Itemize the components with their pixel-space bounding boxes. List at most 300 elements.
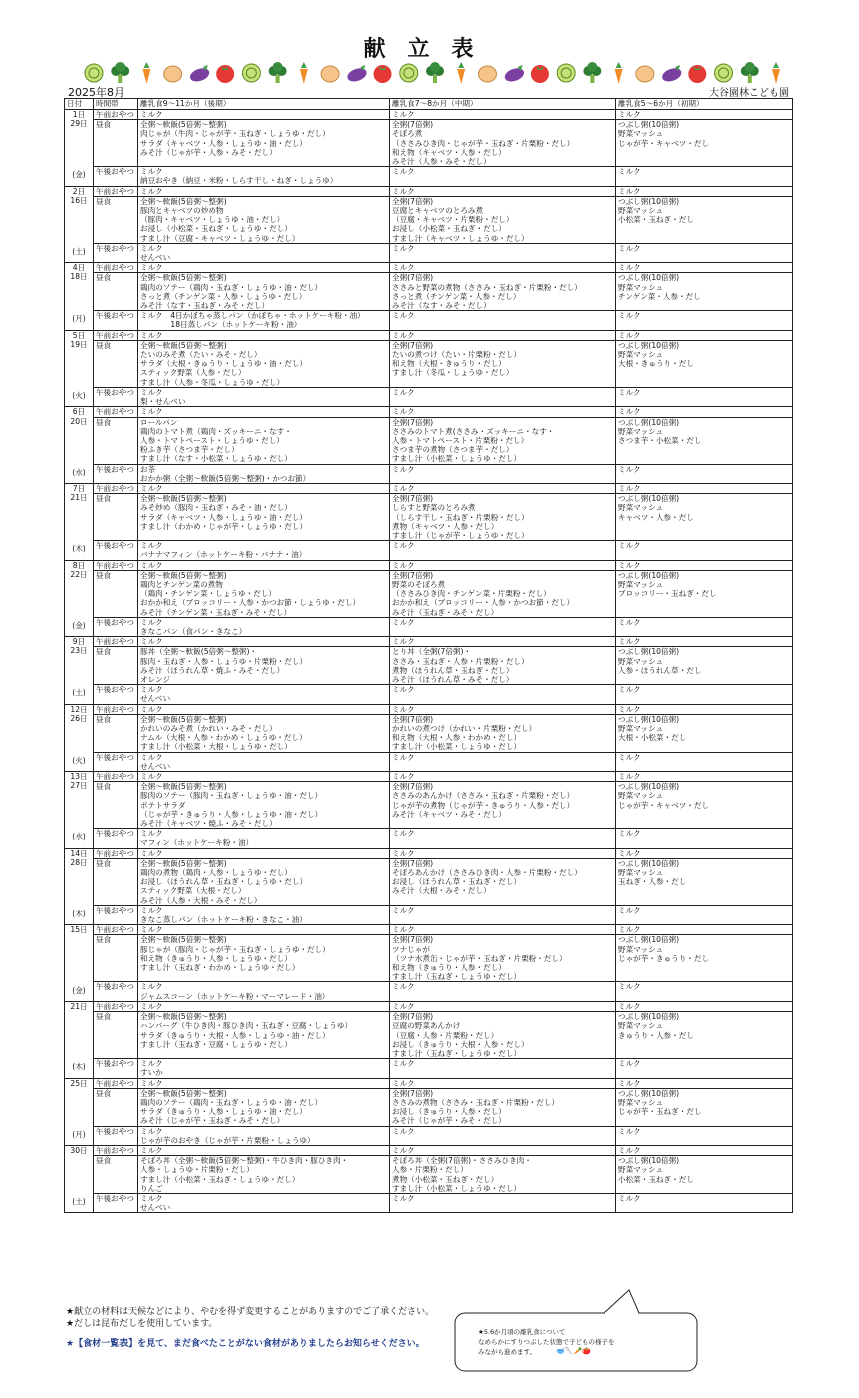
carrot-icon — [457, 62, 465, 84]
table-row — [65, 685, 793, 704]
slot-cell: 午前おやつ — [94, 110, 138, 120]
date-cell — [65, 925, 94, 1002]
late-stage-cell: 全粥～軟飯(5倍粥～整粥) 鶏肉のソテー（鶏肉・玉ねぎ・しょうゆ・油・だし） サラダ（きゅうり・人参・しょうゆ・油・だし） みそ汁（じゃが芋・玉ねぎ・みそ・だし） — [138, 1088, 390, 1126]
spoon-icon: 🥄 — [564, 1347, 574, 1355]
early-stage-cell: つぶし粥(10倍粥) 野菜マッシュ ブロッコリー・玉ねぎ・だし — [616, 570, 793, 617]
middle-stage-cell: 全粥(7倍粥) そぼろ煮 （ささみひき肉・じゃが芋・玉ねぎ・片栗粉・だし） 和え物（キャベツ・人参・だし） みそ汁（人参・みそ・だし） — [390, 120, 616, 167]
late-stage-cell: 豚丼（全粥～軟飯(5倍粥～整粥)・ 豚肉・玉ねぎ・人参・しょうゆ・片栗粉・だし） みそ汁（ほうれん草・焼ふ・みそ・だし） オレンジ — [138, 647, 390, 685]
table-row — [65, 570, 793, 617]
early-stage-cell: ミルク — [616, 848, 793, 858]
middle-stage-cell: 全粥(7倍粥) ささみと野菜の煮物（ささみ・玉ねぎ・片栗粉・だし） さっと煮（チンゲン菜・人参・だし） みそ汁（なす・みそ・だし） — [390, 273, 616, 311]
slot-cell: 午前おやつ — [94, 637, 138, 647]
food-list-note: ★【食材一覧表】を見て、まだ食べたことがない食材がありましたらお知らせください。 — [66, 1339, 425, 1349]
notes — [66, 1306, 434, 1330]
table-row — [65, 1126, 793, 1145]
middle-stage-cell: 全粥(7倍粥) 野菜のそぼろ煮 （ささみひき肉・チンゲン菜・片栗粉・だし） おかか和え（ブロッコリー・人参・かつお節・だし） みそ汁（玉ねぎ・みそ・だし） — [390, 570, 616, 617]
table-row — [65, 311, 793, 330]
slot-cell: 午前おやつ — [94, 407, 138, 417]
date-numbers: 8日 22日 — [70, 560, 88, 579]
middle-stage-cell: ミルク — [390, 1059, 616, 1078]
early-stage-cell: ミルク — [616, 167, 793, 186]
middle-stage-cell: ミルク — [390, 1193, 616, 1212]
early-stage-cell: ミルク — [616, 243, 793, 262]
table-row — [65, 263, 793, 273]
late-stage-cell: 全粥～軟飯(5倍粥～整粥) たいのみそ煮（たい・みそ・だし） サラダ（大根・きゅうり・しょうゆ・油・だし） スティック野菜（人参・だし） すまし汁（人参・冬瓜・しょうゆ・だし） — [138, 340, 390, 387]
late-stage-cell: ミルク — [138, 186, 390, 196]
date-cell — [65, 1001, 94, 1078]
late-stage-cell: 全粥～軟飯(5倍粥～整粥) みそ炒め（豚肉・玉ねぎ・みそ・油・だし） サラダ（キャベツ・人参・しょうゆ・油・だし） すまし汁（わかめ・じゃが芋・しょうゆ・だし） — [138, 494, 390, 541]
table-row — [65, 925, 793, 935]
early-stage-cell: つぶし粥(10倍粥) 野菜マッシュ じゃが芋・きゅうり・だし — [616, 935, 793, 982]
date-numbers: 13日 27日 — [70, 772, 88, 791]
middle-stage-cell: 全粥(7倍粥) たいの煮つけ（たい・片栗粉・だし） 和え物（大根・きゅうり・だし） すまし汁（冬瓜・しょうゆ・だし） — [390, 340, 616, 387]
weekday-label: (木) — [72, 1062, 86, 1072]
table-row — [65, 1193, 793, 1212]
middle-stage-cell: とり丼（全粥(7倍粥)・ ささみ・玉ねぎ・人参・片栗粉・だし） 煮物（ほうれん草・玉ねぎ・だし） みそ汁（ほうれん草・みそ・だし） — [390, 647, 616, 685]
late-stage-cell: ミルク — [138, 483, 390, 493]
table-row — [65, 1078, 793, 1088]
early-stage-cell: つぶし粥(10倍粥) 野菜マッシュ 大根・小松菜・だし — [616, 714, 793, 752]
vegetable-icon: 🥕 — [573, 1347, 583, 1355]
date-numbers: 4日 18日 — [70, 263, 88, 282]
middle-stage-cell: 全粥(7倍粥) 豆腐とキャベツのとろみ煮 （豆腐・キャベツ・片栗粉・だし） お浸し（小松菜・玉ねぎ・だし） すまし汁（キャベツ・しょうゆ・だし） — [390, 196, 616, 243]
date-numbers: 15日 — [70, 925, 88, 935]
slot-cell: 午前おやつ — [94, 330, 138, 340]
middle-stage-cell: ミルク — [390, 982, 616, 1001]
early-stage-cell: つぶし粥(10倍粥) 野菜マッシュ 人参・ほうれん草・だし — [616, 647, 793, 685]
weekday-label: (火) — [72, 755, 86, 765]
middle-stage-cell: ミルク — [390, 752, 616, 771]
late-stage-cell: ロールパン 鶏肉のトマト煮（鶏肉・ズッキーニ・なす・ 人参・トマトペースト・しょうゆ・だし） 粉ふき芋（さつま芋・だし） すまし汁（なす・小松菜・しょうゆ・だし） — [138, 417, 390, 464]
slot-cell: 午前おやつ — [94, 848, 138, 858]
table-row — [65, 1001, 793, 1011]
late-stage-cell: ミルク きなこパン（食パン・きなこ） — [138, 617, 390, 636]
table-row — [65, 704, 793, 714]
date-cell — [65, 110, 94, 187]
header-middle-stage: 離乳食7～8か月（中期） — [390, 99, 616, 110]
early-stage-cell: ミルク — [616, 407, 793, 417]
table-row — [65, 647, 793, 685]
slot-cell: 昼食 — [94, 1012, 138, 1059]
middle-stage-cell: ミルク — [390, 483, 616, 493]
date-cell — [65, 1078, 94, 1145]
early-stage-cell: ミルク — [616, 685, 793, 704]
middle-stage-cell: 全粥(7倍粥) しらすと野菜のとろみ煮 （しらす干し・玉ねぎ・片栗粉・だし） 煮物（キャベツ・人参・だし） すまし汁（じゃが芋・しょうゆ・だし） — [390, 494, 616, 541]
late-stage-cell: ミルク 4日かぼちゃ蒸しパン（かぼちゃ・ホットケーキ粉・油） 18日蒸しパン（ホットケーキ粉・油） — [138, 311, 390, 330]
table-row — [65, 714, 793, 752]
late-stage-cell: お茶 おかか粥（全粥～軟飯(5倍粥～整粥)・かつお節） — [138, 464, 390, 483]
table-row — [65, 541, 793, 560]
slot-cell: 午後おやつ — [94, 905, 138, 924]
weekday-label: (土) — [72, 247, 86, 257]
late-stage-cell: ミルク — [138, 925, 390, 935]
table-header-row — [65, 99, 793, 110]
slot-cell: 午前おやつ — [94, 186, 138, 196]
early-stage-cell: ミルク — [616, 925, 793, 935]
carrot-icon — [142, 62, 150, 84]
slot-cell: 午前おやつ — [94, 704, 138, 714]
weekday-label: (水) — [72, 832, 86, 842]
middle-stage-cell: ミルク — [390, 772, 616, 782]
date-numbers: 14日 28日 — [70, 848, 88, 867]
vegetable-border — [80, 60, 790, 86]
late-stage-cell: ミルク じゃが芋のおやき（じゃが芋・片栗粉・しょうゆ） — [138, 1126, 390, 1145]
header-early-stage: 離乳食5～6か月（初期） — [616, 99, 793, 110]
late-stage-cell: ミルク — [138, 772, 390, 782]
tomato-icon — [374, 65, 392, 83]
early-stage-cell: つぶし粥(10倍粥) 野菜マッシュ キャベツ・人参・だし — [616, 494, 793, 541]
cabbage-icon — [85, 64, 103, 82]
slot-cell: 午後おやつ — [94, 464, 138, 483]
middle-stage-cell: ミルク — [390, 541, 616, 560]
late-stage-cell: 全粥～軟飯(5倍粥～整粥) 鶏肉のソテー（鶏肉・玉ねぎ・しょうゆ・油・だし） さっと煮（チンゲン菜・人参・しょうゆ・だし） みそ汁（なす・玉ねぎ・みそ・だし） — [138, 273, 390, 311]
slot-cell: 昼食 — [94, 935, 138, 982]
cabbage-icon — [715, 64, 733, 82]
early-stage-cell: ミルク — [616, 330, 793, 340]
middle-stage-cell: ミルク — [390, 167, 616, 186]
header-slot: 時間帯 — [94, 99, 138, 110]
late-stage-cell: 全粥～軟飯(5倍粥～整粥) 鶏肉とチンゲン菜の煮物 （鶏肉・チンゲン菜・しょうゆ・だし） おかか和え（ブロッコリー・人参・かつお節・しょうゆ・だし） みそ汁（チンゲン菜・玉ねぎ・みそ・だし） — [138, 570, 390, 617]
slot-cell: 午後おやつ — [94, 311, 138, 330]
tomato-icon — [688, 65, 706, 83]
date-numbers: 25日 — [70, 1078, 88, 1088]
late-stage-cell: ミルク 梨・せんべい — [138, 387, 390, 406]
header-date: 日付 — [65, 99, 94, 110]
late-stage-cell: ミルク — [138, 407, 390, 417]
date-numbers: 7日 21日 — [70, 483, 88, 503]
late-stage-cell: ミルク ジャムスコーン（ホットケーキ粉・マーマレード・油） — [138, 982, 390, 1001]
date-numbers: 2日 16日 — [70, 186, 88, 205]
slot-cell: 昼食 — [94, 120, 138, 167]
menu-body — [65, 110, 793, 1213]
bubble-line: なめらかにすりつぶした状態で子どもの様子を — [478, 1338, 615, 1346]
middle-stage-cell: ミルク — [390, 407, 616, 417]
date-cell — [65, 704, 94, 771]
slot-cell: 昼食 — [94, 494, 138, 541]
page-title: 献立表 — [363, 37, 496, 62]
carrot-icon — [615, 62, 623, 84]
date-cell — [65, 263, 94, 330]
early-stage-cell: ミルク — [616, 772, 793, 782]
middle-stage-cell: ミルク — [390, 1126, 616, 1145]
carrot-icon — [772, 62, 780, 84]
late-stage-cell: ミルク — [138, 263, 390, 273]
broccoli-icon — [426, 62, 444, 83]
early-stage-cell: ミルク — [616, 1059, 793, 1078]
header-late-stage: 離乳食9～11か月（後期） — [138, 99, 390, 110]
table-row — [65, 637, 793, 647]
early-stage-cell: ミルク — [616, 186, 793, 196]
late-stage-cell: ミルク 納豆おやき（納豆・米粉・しらす干し・ねぎ・しょうゆ） — [138, 167, 390, 186]
slot-cell: 昼食 — [94, 714, 138, 752]
table-row — [65, 1059, 793, 1078]
date-numbers: 21日 — [70, 1001, 88, 1011]
cabbage-icon — [242, 64, 260, 82]
date-cell — [65, 330, 94, 407]
eggplant-icon — [188, 65, 211, 84]
date-cell — [65, 407, 94, 484]
early-stage-cell: つぶし粥(10倍粥) 野菜マッシュ じゃが芋・キャベツ・だし — [616, 782, 793, 829]
late-stage-cell: ミルク バナナマフィン（ホットケーキ粉・バナナ・油） — [138, 541, 390, 560]
table-row — [65, 858, 793, 905]
slot-cell: 午前おやつ — [94, 560, 138, 570]
middle-stage-cell: ミルク — [390, 1001, 616, 1011]
late-stage-cell: ミルク — [138, 560, 390, 570]
late-stage-cell: ミルク — [138, 1078, 390, 1088]
table-row — [65, 196, 793, 243]
middle-stage-cell: ミルク — [390, 685, 616, 704]
broccoli-icon — [111, 62, 129, 83]
date-cell — [65, 560, 94, 637]
early-stage-cell: ミルク — [616, 1001, 793, 1011]
weekday-label: (月) — [72, 314, 86, 324]
weekday-label: (月) — [72, 1129, 86, 1139]
middle-stage-cell: ミルク — [390, 829, 616, 848]
slot-cell: 午後おやつ — [94, 541, 138, 560]
table-row — [65, 483, 793, 493]
date-cell — [65, 637, 94, 704]
date-cell — [65, 1145, 94, 1212]
table-row — [65, 782, 793, 829]
table-row — [65, 772, 793, 782]
slot-cell: 午後おやつ — [94, 752, 138, 771]
late-stage-cell: ミルク — [138, 330, 390, 340]
weekday-label: (金) — [72, 620, 86, 630]
late-stage-cell: 全粥～軟飯(5倍粥～整粥) かれいのみそ煮（かれい・みそ・だし） ナムル（大根・人参・わかめ・しょうゆ・だし） すまし汁（小松菜・大根・しょうゆ・だし） — [138, 714, 390, 752]
school-name: 大谷園林こども園 — [709, 88, 789, 99]
slot-cell: 午前おやつ — [94, 772, 138, 782]
table-row — [65, 417, 793, 464]
middle-stage-cell: 全粥(7倍粥) 豆腐の野菜あんかけ （豆腐・人参・片栗粉・だし） お浸し（きゅうり・大根・人参・だし） すまし汁（玉ねぎ・しょうゆ・だし） — [390, 1012, 616, 1059]
slot-cell: 昼食 — [94, 196, 138, 243]
middle-stage-cell: ミルク — [390, 560, 616, 570]
late-stage-cell: 全粥～軟飯(5倍粥～整粥) 豚じゃが（豚肉・じゃが芋・玉ねぎ・しょうゆ・だし） 和え物（きゅうり・人参・しょうゆ・だし） すまし汁（玉ねぎ・わかめ・しょうゆ・だし） — [138, 935, 390, 982]
early-stage-cell: ミルク — [616, 637, 793, 647]
table-row — [65, 407, 793, 417]
slot-cell: 午後おやつ — [94, 1193, 138, 1212]
slot-cell: 昼食 — [94, 1088, 138, 1126]
early-stage-cell: ミルク — [616, 1193, 793, 1212]
table-row — [65, 110, 793, 120]
table-row — [65, 752, 793, 771]
middle-stage-cell: 全粥(7倍粥) ささみのトマト煮(ささみ・ズッキーニ・なす・ 人参・トマトペースト・片栗粉・だし） さつま芋の煮物（さつま芋・だし） すまし汁（小松菜・しょうゆ・だし） — [390, 417, 616, 464]
early-stage-cell: ミルク — [616, 982, 793, 1001]
late-stage-cell: ミルク — [138, 110, 390, 120]
eggplant-icon — [660, 65, 683, 84]
late-stage-cell: ミルク せんべい — [138, 752, 390, 771]
early-stage-cell: ミルク — [616, 464, 793, 483]
middle-stage-cell: ミルク — [390, 1078, 616, 1088]
broccoli-icon — [269, 62, 287, 83]
table-row — [65, 330, 793, 340]
broccoli-icon — [583, 62, 601, 83]
table-row — [65, 905, 793, 924]
tomato-icon: 🍅 — [582, 1347, 591, 1355]
middle-stage-cell: ミルク — [390, 464, 616, 483]
early-stage-cell: つぶし粥(10倍粥) 野菜マッシュ きゅうり・人参・だし — [616, 1012, 793, 1059]
late-stage-cell: ミルク せんべい — [138, 243, 390, 262]
table-row — [65, 243, 793, 262]
middle-stage-cell: ミルク — [390, 848, 616, 858]
middle-stage-cell: ミルク — [390, 905, 616, 924]
early-stage-cell: つぶし粥(10倍粥) 野菜マッシュ さつま芋・小松菜・だし — [616, 417, 793, 464]
slot-cell: 昼食 — [94, 647, 138, 685]
slot-cell: 午前おやつ — [94, 1001, 138, 1011]
slot-cell: 昼食 — [94, 570, 138, 617]
broccoli-icon — [741, 62, 759, 83]
table-row — [65, 186, 793, 196]
slot-cell: 午後おやつ — [94, 167, 138, 186]
table-row — [65, 494, 793, 541]
table-row — [65, 848, 793, 858]
late-stage-cell: 全粥～軟飯(5倍粥～整粥) 肉じゃが（牛肉・じゃが芋・玉ねぎ・しょうゆ・だし） サラダ（キャベツ・人参・しょうゆ・油・だし） みそ汁（じゃが芋・人参・みそ・だし） — [138, 120, 390, 167]
slot-cell: 昼食 — [94, 273, 138, 311]
late-stage-cell: 全粥～軟飯(5倍粥～整粥) ハンバーグ（牛ひき肉・豚ひき肉・玉ねぎ・豆腐・しょうゆ） サラダ（きゅうり・大根・人参・しょうゆ・油・だし） すまし汁（玉ねぎ・豆腐・しょうゆ・だし） — [138, 1012, 390, 1059]
table-row — [65, 120, 793, 167]
table-row — [65, 340, 793, 387]
early-stage-cell: ミルク — [616, 560, 793, 570]
early-stage-cell: つぶし粥(10倍粥) 野菜マッシュ じゃが芋・玉ねぎ・だし — [616, 1088, 793, 1126]
middle-stage-cell: 全粥(7倍粥) ささみの煮物（ささみ・玉ねぎ・片栗粉・だし） お浸し（きゅうり・人参・だし） みそ汁（じゃが芋・みそ・だし） — [390, 1088, 616, 1126]
slot-cell: 午前おやつ — [94, 263, 138, 273]
table-row — [65, 1156, 793, 1194]
onion-icon — [478, 66, 496, 82]
late-stage-cell: ミルク マフィン（ホットケーキ粉・油） — [138, 829, 390, 848]
bubble-line: ★5.6か月頃の離乳食について — [478, 1328, 566, 1336]
date-cell — [65, 483, 94, 560]
middle-stage-cell: ミルク — [390, 311, 616, 330]
middle-stage-cell: そぼろ丼（全粥(7倍粥)・ささみひき肉・ 人参・片栗粉・だし） 煮物（小松菜・玉ねぎ・だし） すまし汁（小松菜・しょうゆ・だし） — [390, 1156, 616, 1194]
late-stage-cell: ミルク — [138, 637, 390, 647]
early-stage-cell: ミルク — [616, 387, 793, 406]
late-stage-cell: 全粥～軟飯(5倍粥～整粥) 鶏肉の煮物（鶏肉・人参・しょうゆ・だし） お浸し（ほうれん草・玉ねぎ・しょうゆ・だし） スティック野菜（大根・だし） みそ汁（人参・大根・みそ・だし） — [138, 858, 390, 905]
table-row — [65, 1088, 793, 1126]
middle-stage-cell: 全粥(7倍粥) ささみのあんかけ（ささみ・玉ねぎ・片栗粉・だし） じゃが芋の煮物（じゃが芋・きゅうり・人参・だし） みそ汁（キャベツ・みそ・だし） — [390, 782, 616, 829]
middle-stage-cell: ミルク — [390, 925, 616, 935]
weekday-label: (木) — [72, 544, 86, 554]
table-row — [65, 617, 793, 636]
slot-cell: 昼食 — [94, 1156, 138, 1194]
onion-icon — [321, 66, 339, 82]
early-stage-cell: つぶし粥(10倍粥) 野菜マッシュ 玉ねぎ・人参・だし — [616, 858, 793, 905]
early-stage-cell: ミルク — [616, 617, 793, 636]
table-row — [65, 829, 793, 848]
table-row — [65, 273, 793, 311]
weekday-label: (金) — [72, 985, 86, 995]
bowl-icon: 🥣 — [556, 1347, 565, 1355]
early-stage-cell: ミルク — [616, 263, 793, 273]
table-row — [65, 982, 793, 1001]
middle-stage-cell: ミルク — [390, 263, 616, 273]
middle-stage-cell: ミルク — [390, 110, 616, 120]
early-stage-cell: ミルク — [616, 311, 793, 330]
middle-stage-cell: ミルク — [390, 637, 616, 647]
early-stage-cell: つぶし粥(10倍粥) 野菜マッシュ チンゲン菜・人参・だし — [616, 273, 793, 311]
date-numbers: 30日 — [70, 1145, 88, 1155]
early-stage-cell: ミルク — [616, 752, 793, 771]
late-stage-cell: ミルク せんべい — [138, 1193, 390, 1212]
early-stage-cell: ミルク — [616, 905, 793, 924]
slot-cell: 午前おやつ — [94, 1078, 138, 1088]
date-cell — [65, 186, 94, 263]
late-stage-cell: ミルク きなこ蒸しパン（ホットケーキ粉・きなこ・油） — [138, 905, 390, 924]
note-line: ★だしは昆布だしを使用しています。 — [66, 1319, 218, 1329]
middle-stage-cell: ミルク — [390, 704, 616, 714]
date-numbers: 12日 26日 — [70, 704, 88, 723]
middle-stage-cell: ミルク — [390, 617, 616, 636]
table-row — [65, 935, 793, 982]
weekday-label: (水) — [72, 467, 86, 477]
onion-icon — [164, 66, 182, 82]
table-row — [65, 464, 793, 483]
early-stage-cell: つぶし粥(10倍粥) 野菜マッシュ じゃが芋・キャベツ・だし — [616, 120, 793, 167]
weekday-label: (金) — [72, 170, 86, 180]
middle-stage-cell: ミルク — [390, 1145, 616, 1155]
table-row — [65, 1145, 793, 1155]
table-row — [65, 560, 793, 570]
table-row — [65, 167, 793, 186]
slot-cell: 午後おやつ — [94, 1059, 138, 1078]
late-stage-cell: 全粥～軟飯(5倍粥～整粥) 豚肉とキャベツの炒め物 （豚肉・キャベツ・しょうゆ・油・だし） お浸し（小松菜・玉ねぎ・しょうゆ・だし） すまし汁（豆腐・キャベツ・しょうゆ・だし） — [138, 196, 390, 243]
slot-cell: 午後おやつ — [94, 829, 138, 848]
early-stage-cell: ミルク — [616, 110, 793, 120]
weekday-label: (火) — [72, 391, 86, 401]
early-stage-cell: ミルク — [616, 829, 793, 848]
early-stage-cell: つぶし粥(10倍粥) 野菜マッシュ 小松菜・玉ねぎ・だし — [616, 1156, 793, 1194]
slot-cell: 午後おやつ — [94, 982, 138, 1001]
table-row — [65, 1012, 793, 1059]
cabbage-icon — [557, 64, 575, 82]
note-line: ★献立の材料は天候などにより、やむを得ず変更することがありますのでご了承ください。 — [66, 1307, 435, 1317]
slot-cell: 午前おやつ — [94, 483, 138, 493]
cabbage-icon — [400, 64, 418, 82]
slot-cell: 午前おやつ — [94, 925, 138, 935]
slot-cell: 午後おやつ — [94, 387, 138, 406]
year-month-label: 2025年8月 — [68, 86, 125, 99]
date-numbers: 5日 19日 — [70, 330, 88, 349]
late-stage-cell: ミルク — [138, 1145, 390, 1155]
late-stage-cell: ミルク せんべい — [138, 685, 390, 704]
middle-stage-cell: ミルク — [390, 387, 616, 406]
middle-stage-cell: ミルク — [390, 243, 616, 262]
early-stage-cell: ミルク — [616, 541, 793, 560]
middle-stage-cell: 全粥(7倍粥) かれいの煮つけ（かれい・片栗粉・だし） 和え物（大根・人参・わかめ・だし） すまし汁（小松菜・しょうゆ・だし） — [390, 714, 616, 752]
late-stage-cell: ミルク — [138, 1001, 390, 1011]
slot-cell: 昼食 — [94, 782, 138, 829]
date-cell — [65, 848, 94, 925]
slot-cell: 午後おやつ — [94, 617, 138, 636]
menu-table — [64, 98, 793, 1213]
slot-cell: 昼食 — [94, 340, 138, 387]
early-stage-cell: ミルク — [616, 704, 793, 714]
early-stage-cell: つぶし粥(10倍粥) 野菜マッシュ 大根・きゅうり・だし — [616, 340, 793, 387]
weekday-label: (土) — [72, 1197, 86, 1207]
bubble-line: みながら進めます。 — [478, 1348, 536, 1356]
early-stage-cell: ミルク — [616, 1078, 793, 1088]
early-stage-cell: ミルク — [616, 483, 793, 493]
middle-stage-cell: ミルク — [390, 186, 616, 196]
early-stage-cell: ミルク — [616, 1126, 793, 1145]
late-stage-cell: ミルク — [138, 704, 390, 714]
late-stage-cell: 全粥～軟飯(5倍粥～整粥) 豚肉のソテー（豚肉・玉ねぎ・しょうゆ・油・だし） ポテトサラダ （じゃが芋・きゅうり・人参・しょうゆ・油・だし） みそ汁（キャベツ・焼ふ・みそ・だし） — [138, 782, 390, 829]
middle-stage-cell: 全粥(7倍粥) ツナじゃが （ツナ水煮缶・じゃが芋・玉ねぎ・片栗粉・だし） 和え物（きゅうり・人参・だし） すまし汁（玉ねぎ・しょうゆ・だし） — [390, 935, 616, 982]
late-stage-cell: そぼろ丼（全粥～軟飯(5倍粥～整粥)・牛ひき肉・豚ひき肉・ 人参・しょうゆ・片栗粉・だし） すまし汁（小松菜・玉ねぎ・しょうゆ・だし） りんご — [138, 1156, 390, 1194]
middle-stage-cell: ミルク — [390, 330, 616, 340]
slot-cell: 昼食 — [94, 417, 138, 464]
date-numbers: 6日 20日 — [70, 407, 88, 426]
slot-cell: 午後おやつ — [94, 243, 138, 262]
carrot-icon — [300, 62, 308, 84]
